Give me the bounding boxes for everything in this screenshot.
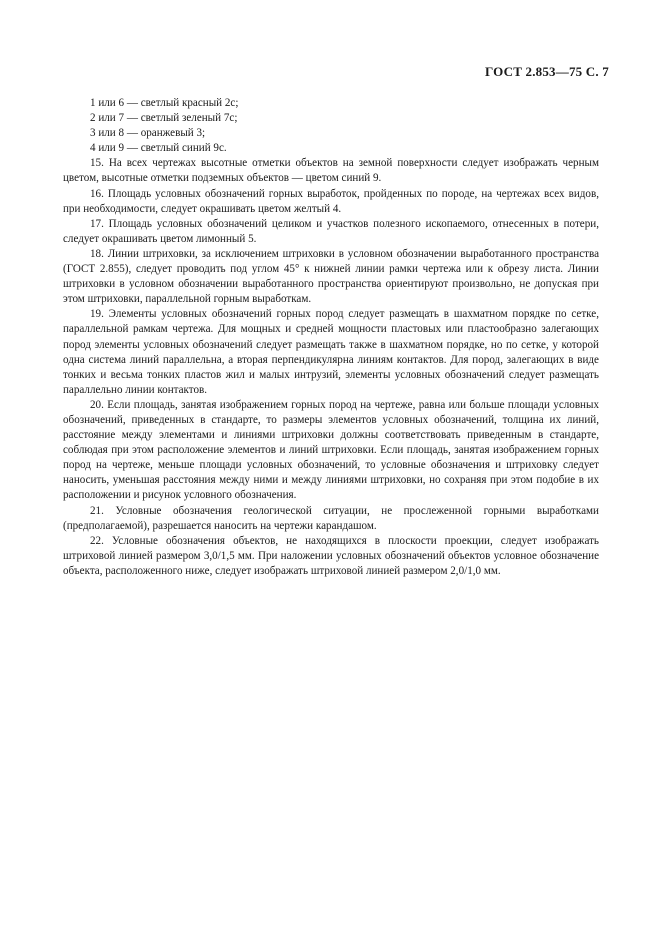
color-list-item: 3 или 8 — оранжевый 3; — [90, 127, 206, 140]
color-list-item: 4 или 9 — светлый синий 9с. — [90, 142, 227, 155]
paragraph-22: 22. Условные обозначения объектов, не находящихся в плоскости проекции, следует изображать штриховой линией размером 3,0/1,5 мм. При наложении условных обозначений объектов условное обозначение объекта, расположенного ниже, следует изображать штриховой линией размером 2,0/1,0 мм. — [63, 534, 599, 577]
paragraph-21: 21. Условные обозначения геологической ситуации, не прослеженной горными выработками (предполагаемой), разрешается наносить на чертежи карандашом. — [63, 504, 599, 532]
color-list-item: 2 или 7 — светлый зеленый 7с; — [90, 112, 238, 125]
paragraph-15: 15. На всех чертежах высотные отметки объектов на земной поверхности следует изображать черным цветом, высотные отметки подземных объектов — цветом синий 9. — [63, 157, 599, 185]
color-list-item: 1 или 6 — светлый красный 2с; — [90, 97, 239, 109]
paragraph-19: 19. Элементы условных обозначений горных пород следует размещать в шахматном порядке по сетке, параллельной рамкам чертежа. Для мощных и средней мощности пластовых или пластообразно залегающих пород элементы условных обозначений следует размещать также в шахматном порядке, но по сетке, у которой одна система линий параллельна, а вторая перпендикулярна линиям контактов. Для пород, залегающих в виде тонких и весьма тонких пластов жил и малых интрузий, элементы условных обозначений следует размещать параллельно линии контактов. — [63, 308, 599, 396]
document-body — [63, 96, 599, 579]
paragraph-18: 18. Линии штриховки, за исключением штриховки в условном обозначении выработанного пространства (ГОСТ 2.855), следует проводить под углом 45° к нижней линии рамки чертежа или к обрезу листа. Линии штриховки в условном обозначении выработанного пространства ориентируют произвольно, не допуская при этом штриховки, параллельной горным выработкам. — [63, 247, 599, 306]
paragraph-20: 20. Если площадь, занятая изображением горных пород на чертеже, равна или больше площади условных обозначений, приведенных в стандарте, то размеры элементов условных обозначений, толщина их линий, расстояние между элементами и линиями штриховки должны соответствовать приведенным в стандарте, соблюдая при этом расположение элементов и линий штриховки. Если площадь, занятая изображением горных пород на чертеже, меньше площади условных обозначений, то условные обозначения и штриховку следует наносить, уменьшая расстояния между ними и между линиями штриховки, но сохраняя при этом подобие в их расположении и рисунок условного обозначения. — [63, 398, 599, 502]
paragraph-16: 16. Площадь условных обозначений горных выработок, пройденных по породе, на чертежах всех видов, при необходимости, следует окрашивать цветом желтый 4. — [63, 187, 599, 215]
page-header: ГОСТ 2.853—75 С. 7 — [484, 64, 609, 79]
paragraph-17: 17. Площадь условных обозначений целиком и участков полезного ископаемого, отнесенных в потери, следует окрашивать цветом лимонный 5. — [63, 217, 599, 245]
